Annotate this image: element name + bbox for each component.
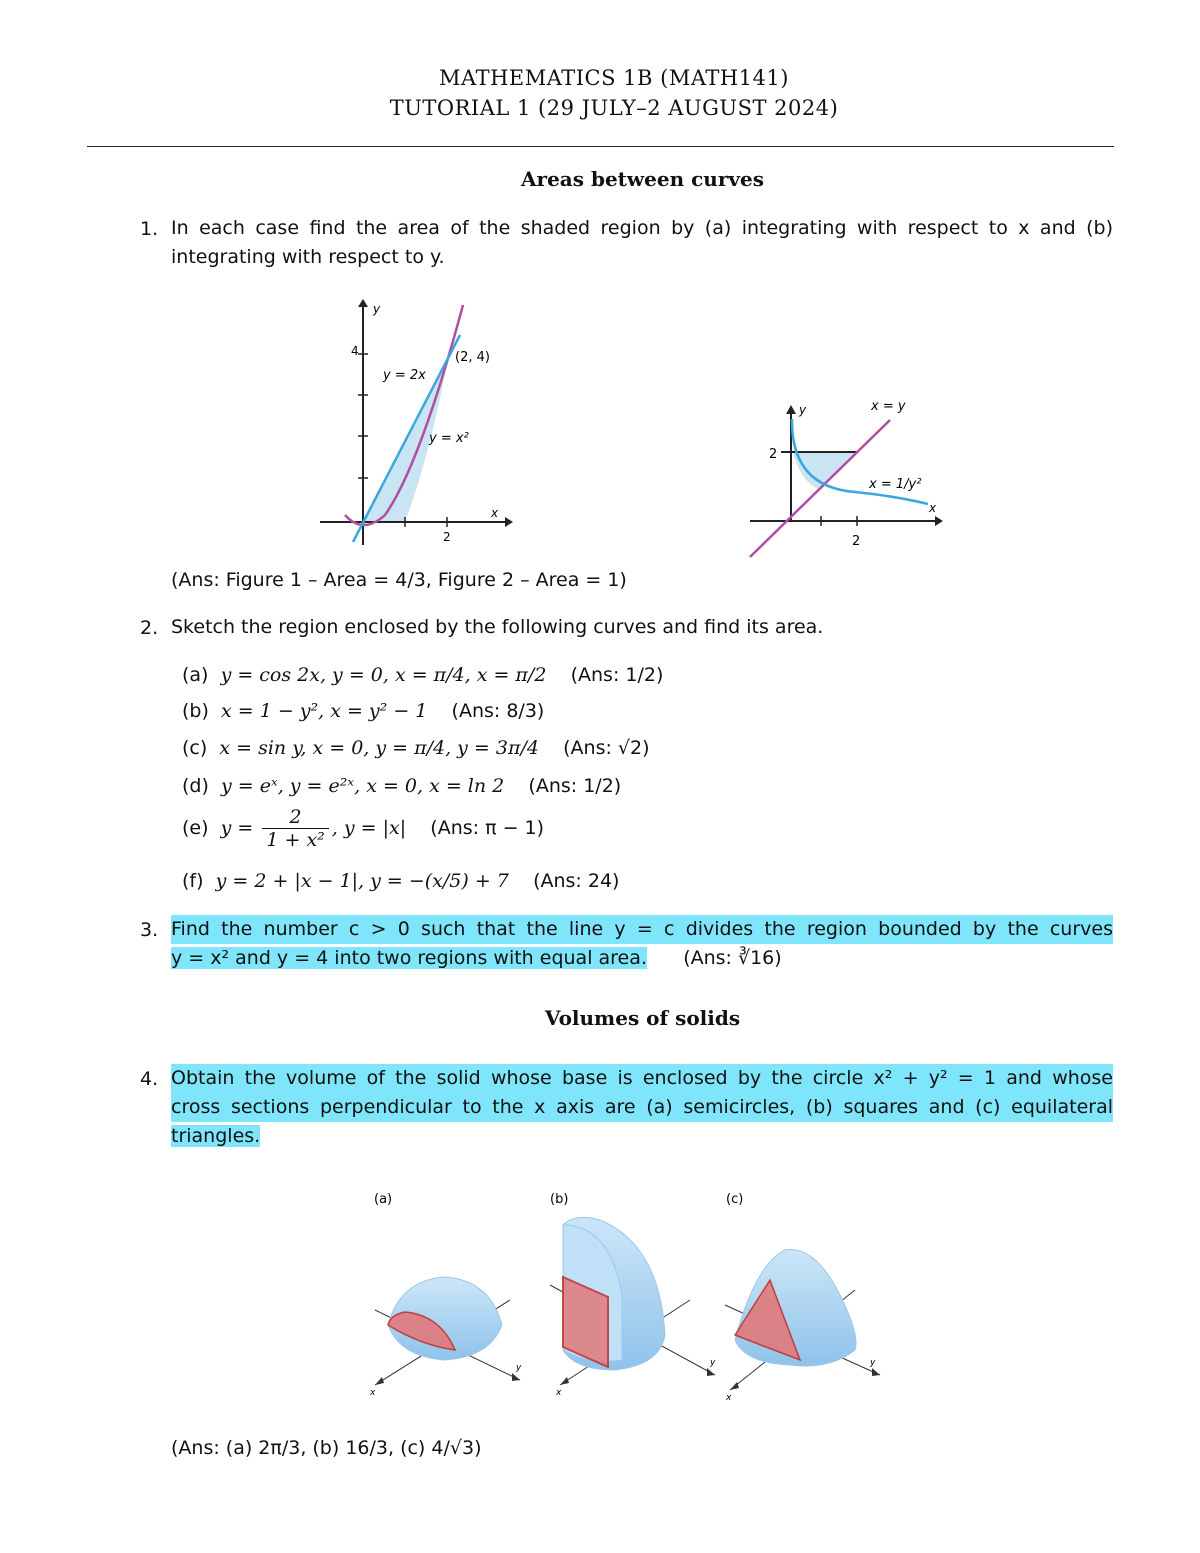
q2-text: Sketch the region enclosed by the following curves and find its area. [171,616,824,638]
fig1-y-label: y [373,302,381,316]
fig-b-label: (b) [550,1192,569,1207]
q2-part-a: (a) y = cos 2x, y = 0, x = π/4, x = π/2 (Ans: 1/2) [182,664,664,686]
section-heading-volumes: Volumes of solids [544,1006,741,1030]
q3-line2-wrap [171,944,782,973]
fig2-line-label: x = y [871,399,906,414]
q4-answer: (Ans: (a) 2π/3, (b) 16/3, (c) 4/√3) [171,1437,482,1459]
q4-line1: Obtain the volume of the solid whose base is enclosed by the circle x² + y² = 1 and whose [171,1064,1113,1093]
q2-part-f: (f) y = 2 + |x − 1|, y = −(x/5) + 7 (Ans: 24) [182,870,620,892]
q1-figure-1 [315,295,515,550]
solid-a [369,1277,522,1398]
fig1-tick-x: 2 [443,530,451,544]
fig1-tick-y: 4 [351,344,359,358]
q1-figure-2 [745,392,955,564]
q1-line2: integrating with respect to y. [171,246,445,268]
q2-part-b: (b) x = 1 − y², x = y² − 1 (Ans: 8/3) [182,700,545,722]
fig2-x-arrow [935,516,943,526]
q1-answer: (Ans: Figure 1 – Area = 4/3, Figure 2 – Area = 1) [171,569,627,591]
fig-a-x: x [370,1388,376,1398]
fig-a-label: (a) [374,1192,393,1207]
q4-line3: triangles. [171,1125,261,1147]
solid-c [725,1250,880,1403]
fig-b-y: y [710,1358,716,1368]
fig-c-label: (c) [726,1192,744,1207]
q2-part-d: (d) y = eˣ, y = e²ˣ, x = 0, x = ln 2 (Ans: 1/2) [182,775,622,797]
header-rule [87,146,1114,147]
document-subtitle: TUTORIAL 1 (29 JULY–2 AUGUST 2024) [389,96,839,120]
q3-number: 3. [140,919,159,941]
q2-part-c: (c) x = sin y, x = 0, y = π/4, y = 3π/4 (Ans: √2) [182,737,650,759]
q3-answer: (Ans: ∛16) [683,947,782,969]
fig-b-x: x [556,1388,562,1398]
q2-part-e-fraction: $\frac{2}{\text{1 + x²}}$ [262,806,328,851]
q3-line2: y = x² and y = 4 into two regions with equal area. [171,947,647,969]
q2-part-e: (e) y = $\frac{2}{\text{1 + x²}}$ , y = |x| (Ans: π − 1) [182,806,545,851]
section-heading-areas: Areas between curves [521,167,764,191]
fig1-point-label: (2, 4) [455,350,490,365]
fig1-curve-label: y = x² [429,431,469,446]
q1-number: 1. [140,218,159,240]
q4-number: 4. [140,1068,159,1090]
q4-line2: cross sections perpendicular to the x axis are (a) semicircles, (b) squares and (c) equilateral [171,1093,1113,1122]
document-title: MATHEMATICS 1B (MATH141) [439,66,789,90]
fig1-x-arrow [505,517,513,527]
fig-a-y: y [516,1363,522,1373]
fig1-line-label: y = 2x [383,368,426,383]
q1-line1: In each case find the area of the shaded region by (a) integrating with respect to x and (b) [171,217,1113,239]
fig2-tick-x: 2 [852,534,861,549]
fig-c-y: y [870,1358,876,1368]
fig2-x-label: x [929,501,937,515]
q3-line1: Find the number c > 0 such that the line y = c divides the region bounded by the curves [171,915,1113,944]
fig2-tick-y: 2 [769,447,778,462]
fig2-curve-label: x = 1/y² [869,477,922,492]
q4-figures [360,1185,900,1405]
fig2-y-label: y [799,403,807,417]
solid-b [550,1217,716,1398]
fig1-x-label: x [491,506,499,520]
fig1-y-arrow [358,299,368,307]
fig-c-x: x [726,1393,732,1403]
fig2-y-arrow [786,405,796,414]
q2-number: 2. [140,617,159,639]
